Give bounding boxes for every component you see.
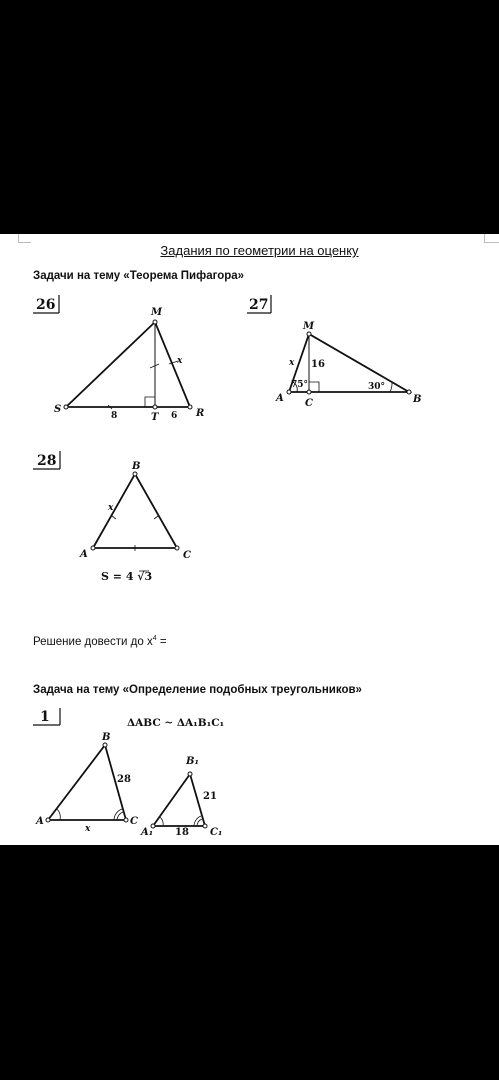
problem-number: 28 [37, 453, 57, 469]
area-formula: S = 4 √3 [101, 570, 153, 583]
triangle-abc [48, 745, 126, 820]
document-title: Задания по геометрии на оценку [160, 243, 359, 258]
problem-number: 27 [249, 297, 269, 313]
vertex-label: C [130, 816, 138, 827]
angle-label: 75° [291, 380, 309, 390]
vertex-label: C [305, 398, 313, 409]
side-label: 6 [171, 411, 178, 421]
side-label: 28 [117, 774, 131, 785]
vertex-label: S [54, 404, 62, 415]
problem-26 [33, 295, 204, 423]
problem-number: 26 [36, 297, 56, 313]
vertex-label: R [196, 408, 205, 419]
side-label: 18 [175, 827, 189, 838]
vertex-label: B₁ [186, 756, 199, 767]
problem-number: 1 [40, 709, 50, 725]
side-label: 21 [203, 791, 217, 802]
vertex-label: B [132, 461, 141, 472]
similarity-statement: ΔABC ~ ΔA₁B₁C₁ [127, 717, 225, 729]
vertex-label: C [183, 550, 191, 561]
vertex-label: M [303, 321, 315, 332]
vertex-label: B [413, 394, 422, 405]
section-heading-pythagoras: Задачи на тему «Теорема Пифагора» [33, 270, 245, 282]
vertex-label: B [102, 732, 111, 743]
side-label: 8 [111, 411, 118, 421]
side-label: x [289, 358, 295, 368]
vertex-label: C₁ [210, 827, 223, 838]
vertex-label: M [151, 307, 163, 318]
vertex-label: T [151, 412, 159, 423]
vertex-label: A [36, 816, 44, 827]
vertex-label: A [276, 393, 284, 404]
geometry-figures [0, 234, 499, 845]
side-label: x [85, 824, 91, 834]
triangle-smr [66, 322, 190, 407]
solution-note: Решение довести до $x^4$ = [33, 635, 167, 648]
side-label: x [177, 356, 183, 366]
problem-1 [33, 708, 224, 838]
side-label: 16 [311, 359, 325, 370]
document-page [0, 234, 499, 845]
triangle-abc-equilateral [93, 474, 177, 548]
side-label: x [108, 503, 114, 513]
problem-28 [33, 451, 191, 583]
angle-label: 30° [368, 382, 386, 392]
section-heading-similar-triangles: Задача на тему «Определение подобных треугольников» [33, 684, 362, 696]
problem-27 [247, 295, 421, 409]
vertex-label: A₁ [141, 827, 154, 838]
vertex-label: A [80, 549, 88, 560]
